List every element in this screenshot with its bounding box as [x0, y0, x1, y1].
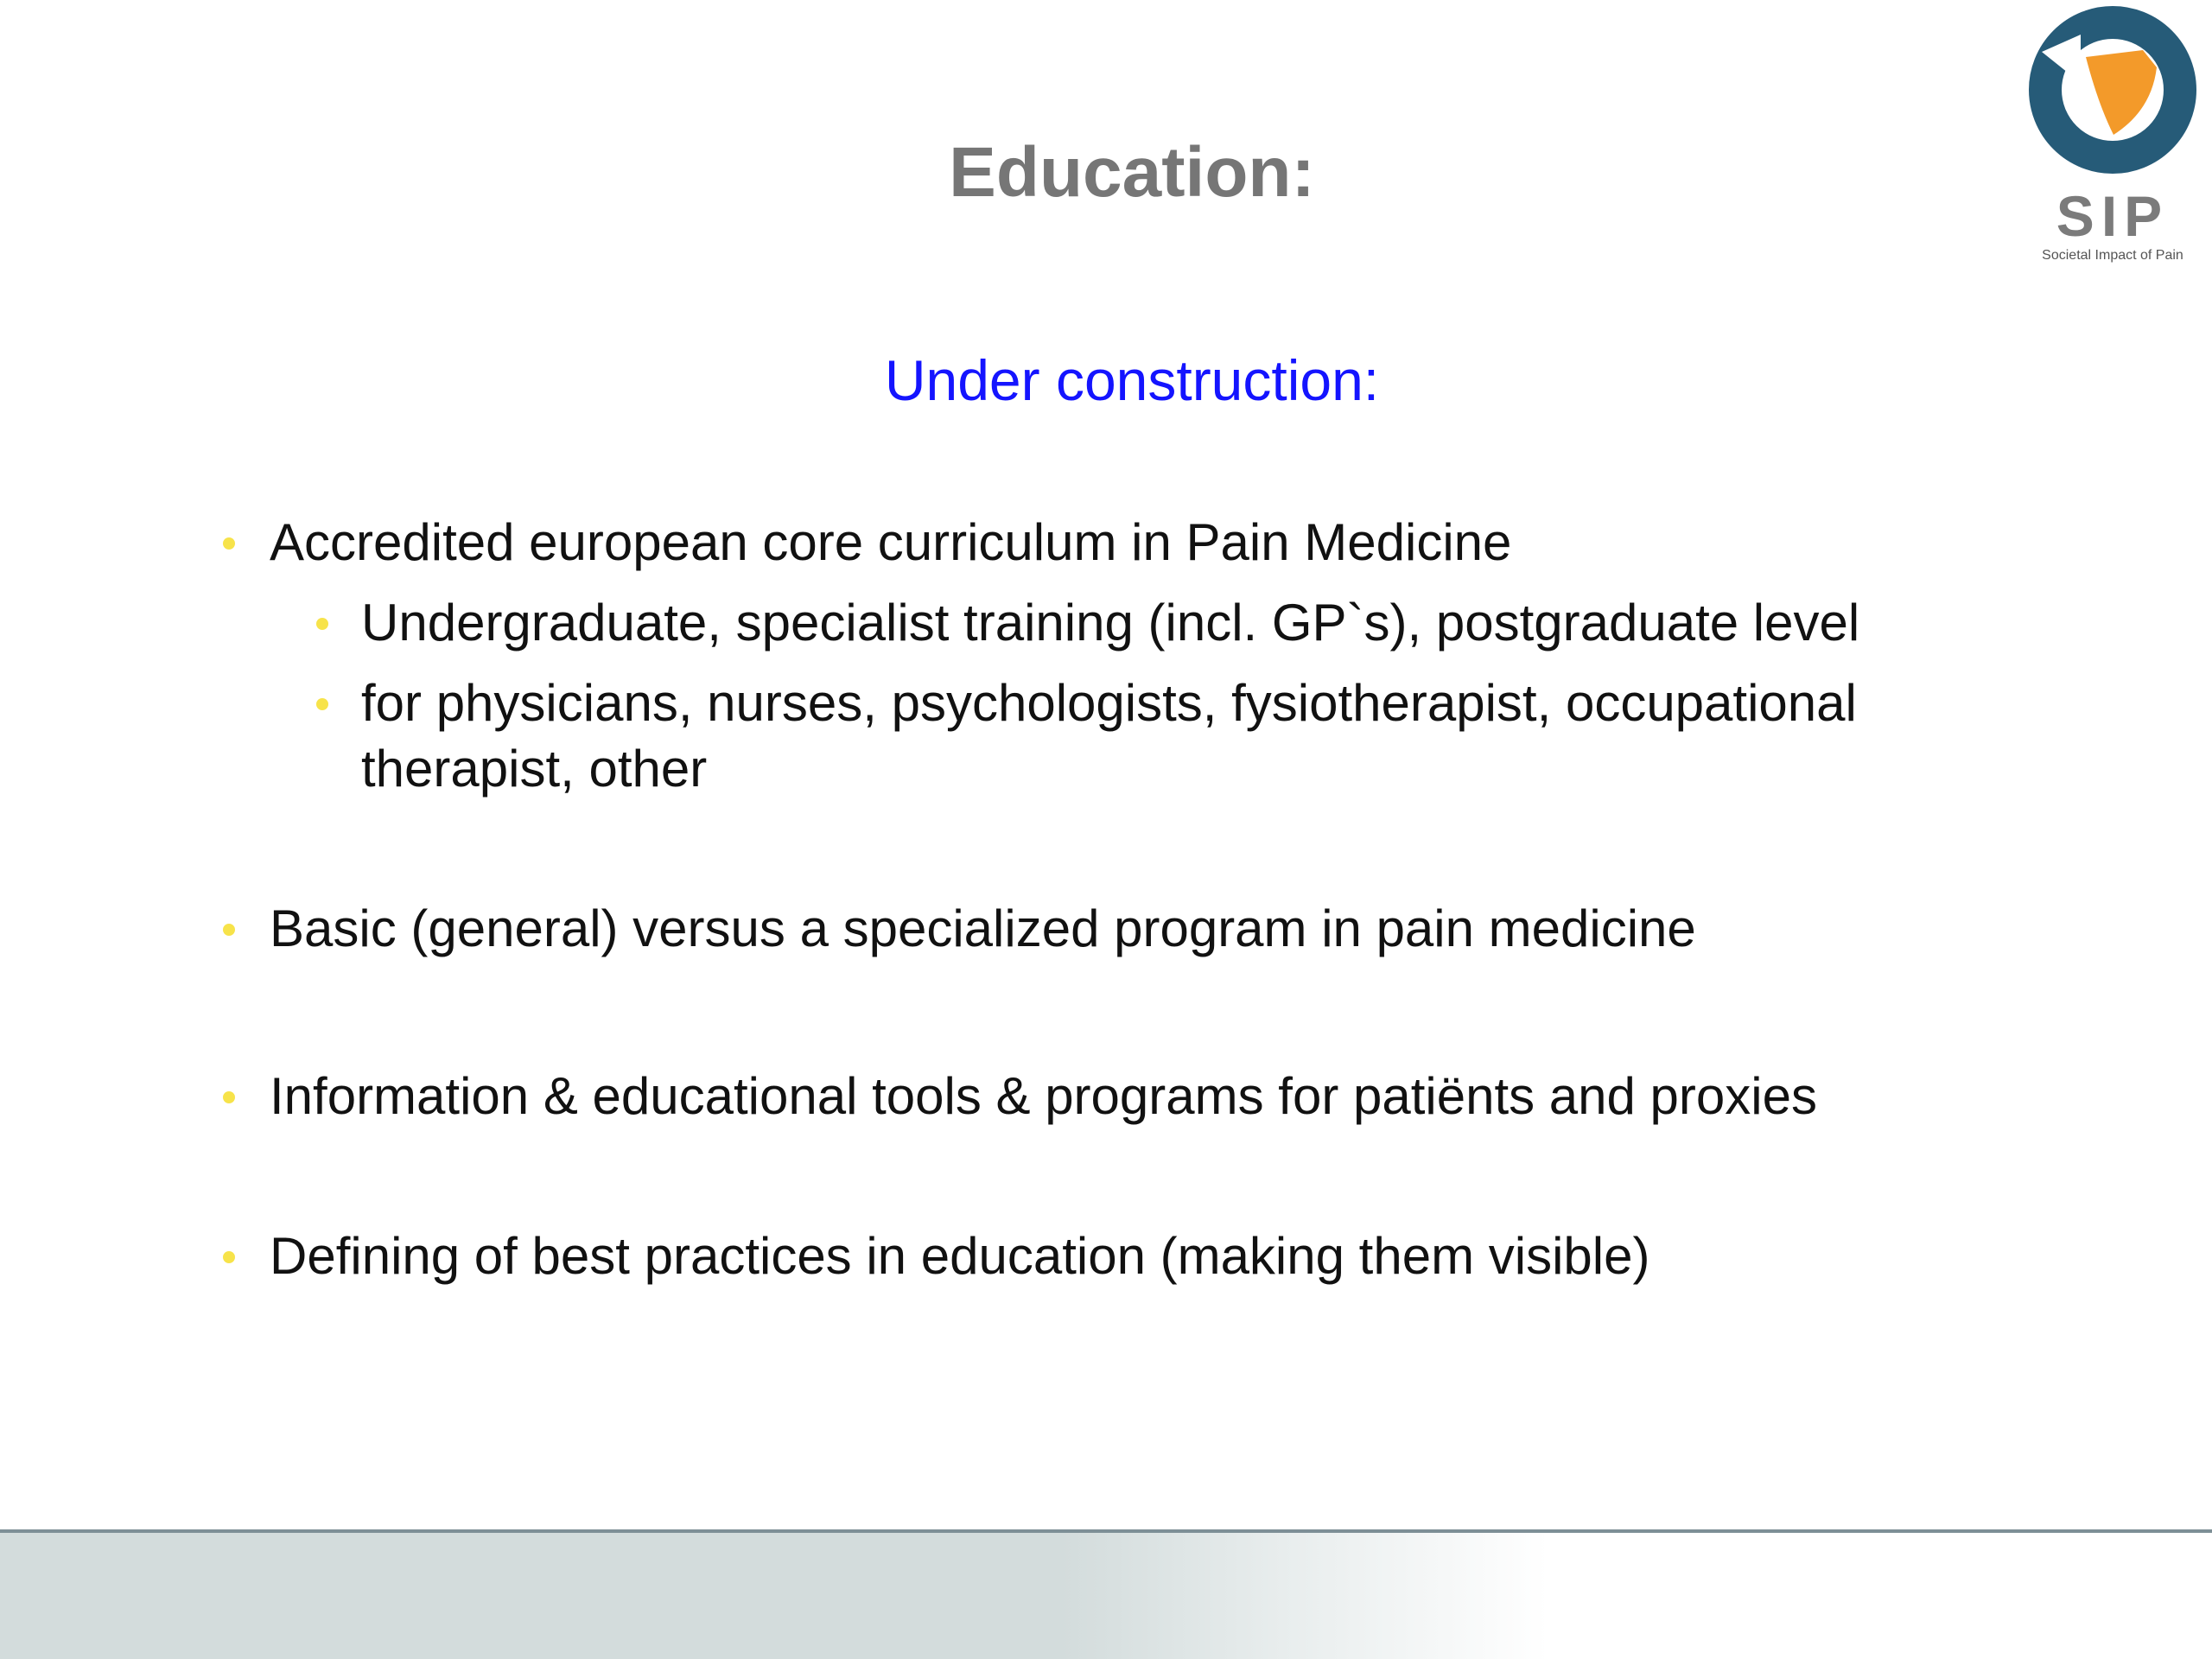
logo-tagline: Societal Impact of Pain [2042, 248, 2183, 263]
bullet-item-basic-program [270, 896, 2056, 962]
bullet-dot-icon [223, 537, 235, 550]
logo-shield [2086, 50, 2157, 135]
slide-subtitle: Under construction: [884, 348, 1380, 412]
bullet-text: Accredited european core curriculum in Pain Medicine [270, 513, 1512, 571]
bullet-dot-icon [223, 924, 235, 936]
logo-text: SIP [2056, 184, 2170, 248]
slide-title: Education: [949, 133, 1315, 212]
bullet-text: Undergraduate, specialist training (incl. GP`s), postgraduate level [361, 594, 1860, 652]
bullet-text: Basic (general) versus a specialized program in pain medicine [270, 899, 1696, 957]
bullet-text: for physicians, nurses, psychologists, fysiotherapist, occupational therapist, other [361, 674, 1857, 798]
bullet-dot-icon [316, 618, 328, 630]
bullet-dot-icon [223, 1251, 235, 1263]
bullet-dot-icon [316, 698, 328, 710]
bullet-text: Information & educational tools & programs for patiënts and proxies [270, 1067, 1817, 1125]
bullet-item-curriculum [270, 510, 2056, 575]
bullet-text: Defining of best practices in education (making them visible) [270, 1227, 1650, 1285]
bullet-item-information-tools [270, 1064, 2056, 1129]
bullet-dot-icon [223, 1091, 235, 1103]
bullet-item-best-practices [270, 1224, 2056, 1289]
sub-bullet-item-professions [361, 671, 2065, 802]
footer-band [0, 1533, 2212, 1659]
sub-bullet-item-levels [361, 590, 2056, 656]
